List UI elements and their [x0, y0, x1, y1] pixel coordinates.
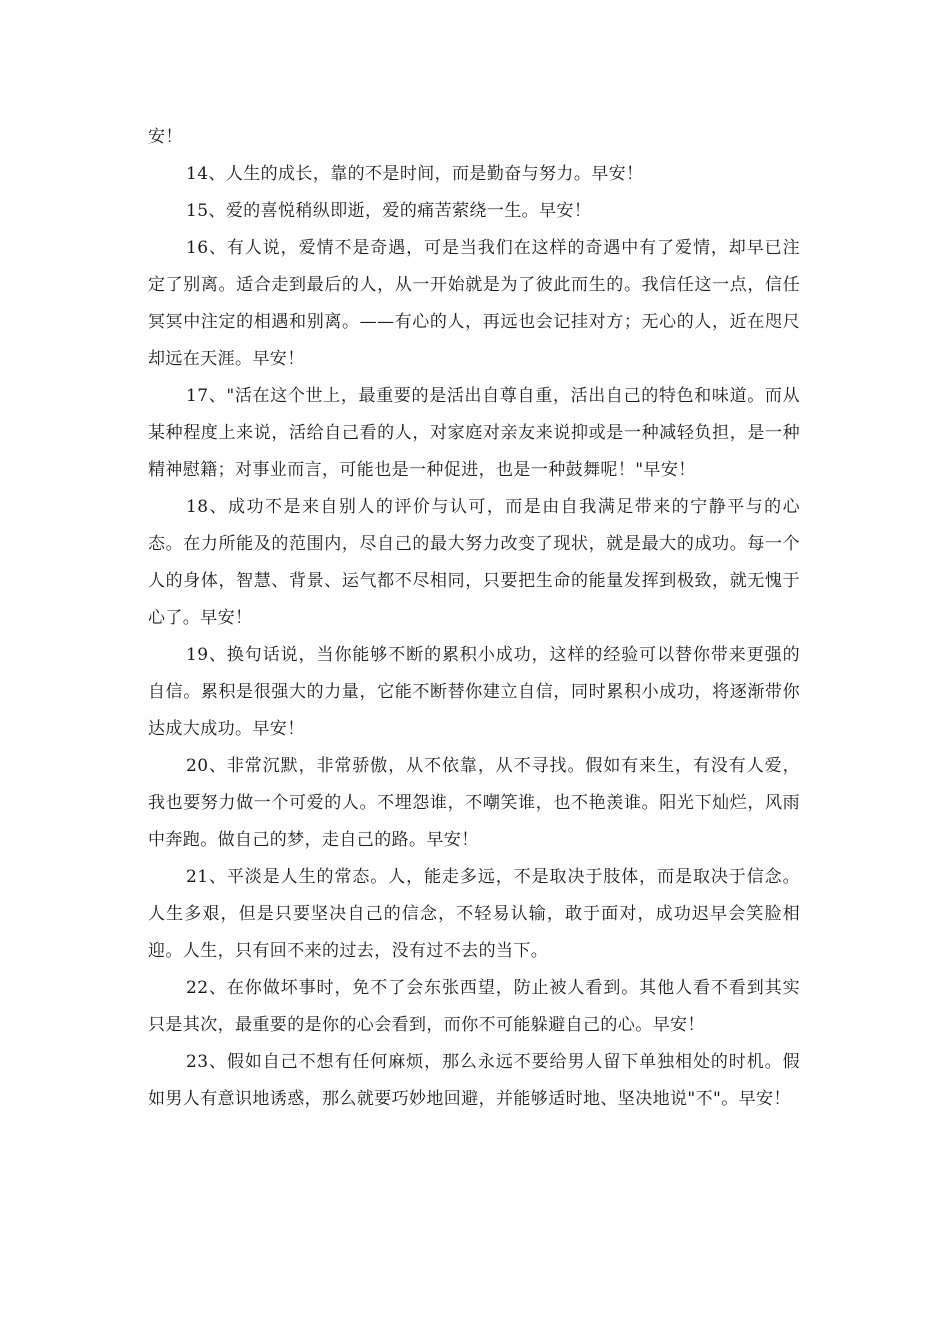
paragraph-16: 16、有人说，爱情不是奇遇，可是当我们在这样的奇遇中有了爱情，却早已注定了别离。适合走到最后的人，从一开始就是为了彼此而生的。我信任这一点，信任冥冥中注定的相遇和别离。——有心的人，再远也会记挂对方；无心的人，近在咫尺却远在天涯。早安！: [148, 238, 800, 369]
paragraph-17: 17、"活在这个世上，最重要的是活出自尊自重，活出自己的特色和味道。而从某种程度上来说，活给自己看的人，对家庭对亲友来说抑或是一种减轻负担，是一种精神慰籍；对事业而言，可能也是一种促进，也是一种鼓舞呢！"早安！: [148, 386, 800, 480]
paragraph-18: 18、成功不是来自别人的评价与认可，而是由自我满足带来的宁静平与的心态。在力所能及的范围内，尽自己的最大努力改变了现状，就是最大的成功。每一个人的身体，智慧、背景、运气都不尽相同，只要把生命的能量发挥到极致，就无愧于心了。早安！: [148, 497, 800, 628]
paragraph-15: 15、爱的喜悦稍纵即逝，爱的痛苦萦绕一生。早安！: [186, 201, 592, 221]
paragraph-13-tail: 安！: [148, 127, 183, 147]
document-page: [148, 119, 800, 1118]
paragraph-20: 20、非常沉默，非常骄傲，从不依靠，从不寻找。假如有来生，有没有人爱，我也要努力做一个可爱的人。不埋怨谁，不嘲笑谁，也不艳羡谁。阳光下灿烂，风雨中奔跑。做自己的梦，走自己的路。早安！: [148, 756, 800, 850]
paragraph-23: 23、假如自己不想有任何麻烦，那么永远不要给男人留下单独相处的时机。假如男人有意识地诱惑，那么就要巧妙地回避，并能够适时地、坚决地说"不"。早安！: [148, 1052, 800, 1109]
paragraph-21: 21、平淡是人生的常态。人，能走多远，不是取决于肢体，而是取决于信念。人生多艰，但是只要坚决自己的信念，不轻易认输，敢于面对，成功迟早会笑脸相迎。人生，只有回不来的过去，没有过不去的当下。: [148, 867, 800, 961]
paragraph-14: 14、人生的成长，靠的不是时间，而是勤奋与努力。早安！: [186, 164, 644, 184]
paragraph-22: 22、在你做坏事时，免不了会东张西望，防止被人看到。其他人看不看到其实只是其次，最重要的是你的心会看到，而你不可能躲避自己的心。早安！: [148, 978, 800, 1035]
paragraph-19: 19、换句话说，当你能够不断的累积小成功，这样的经验可以替你带来更强的自信。累积是很强大的力量，它能不断替你建立自信，同时累积小成功，将逐渐带你达成大成功。早安！: [148, 645, 800, 739]
